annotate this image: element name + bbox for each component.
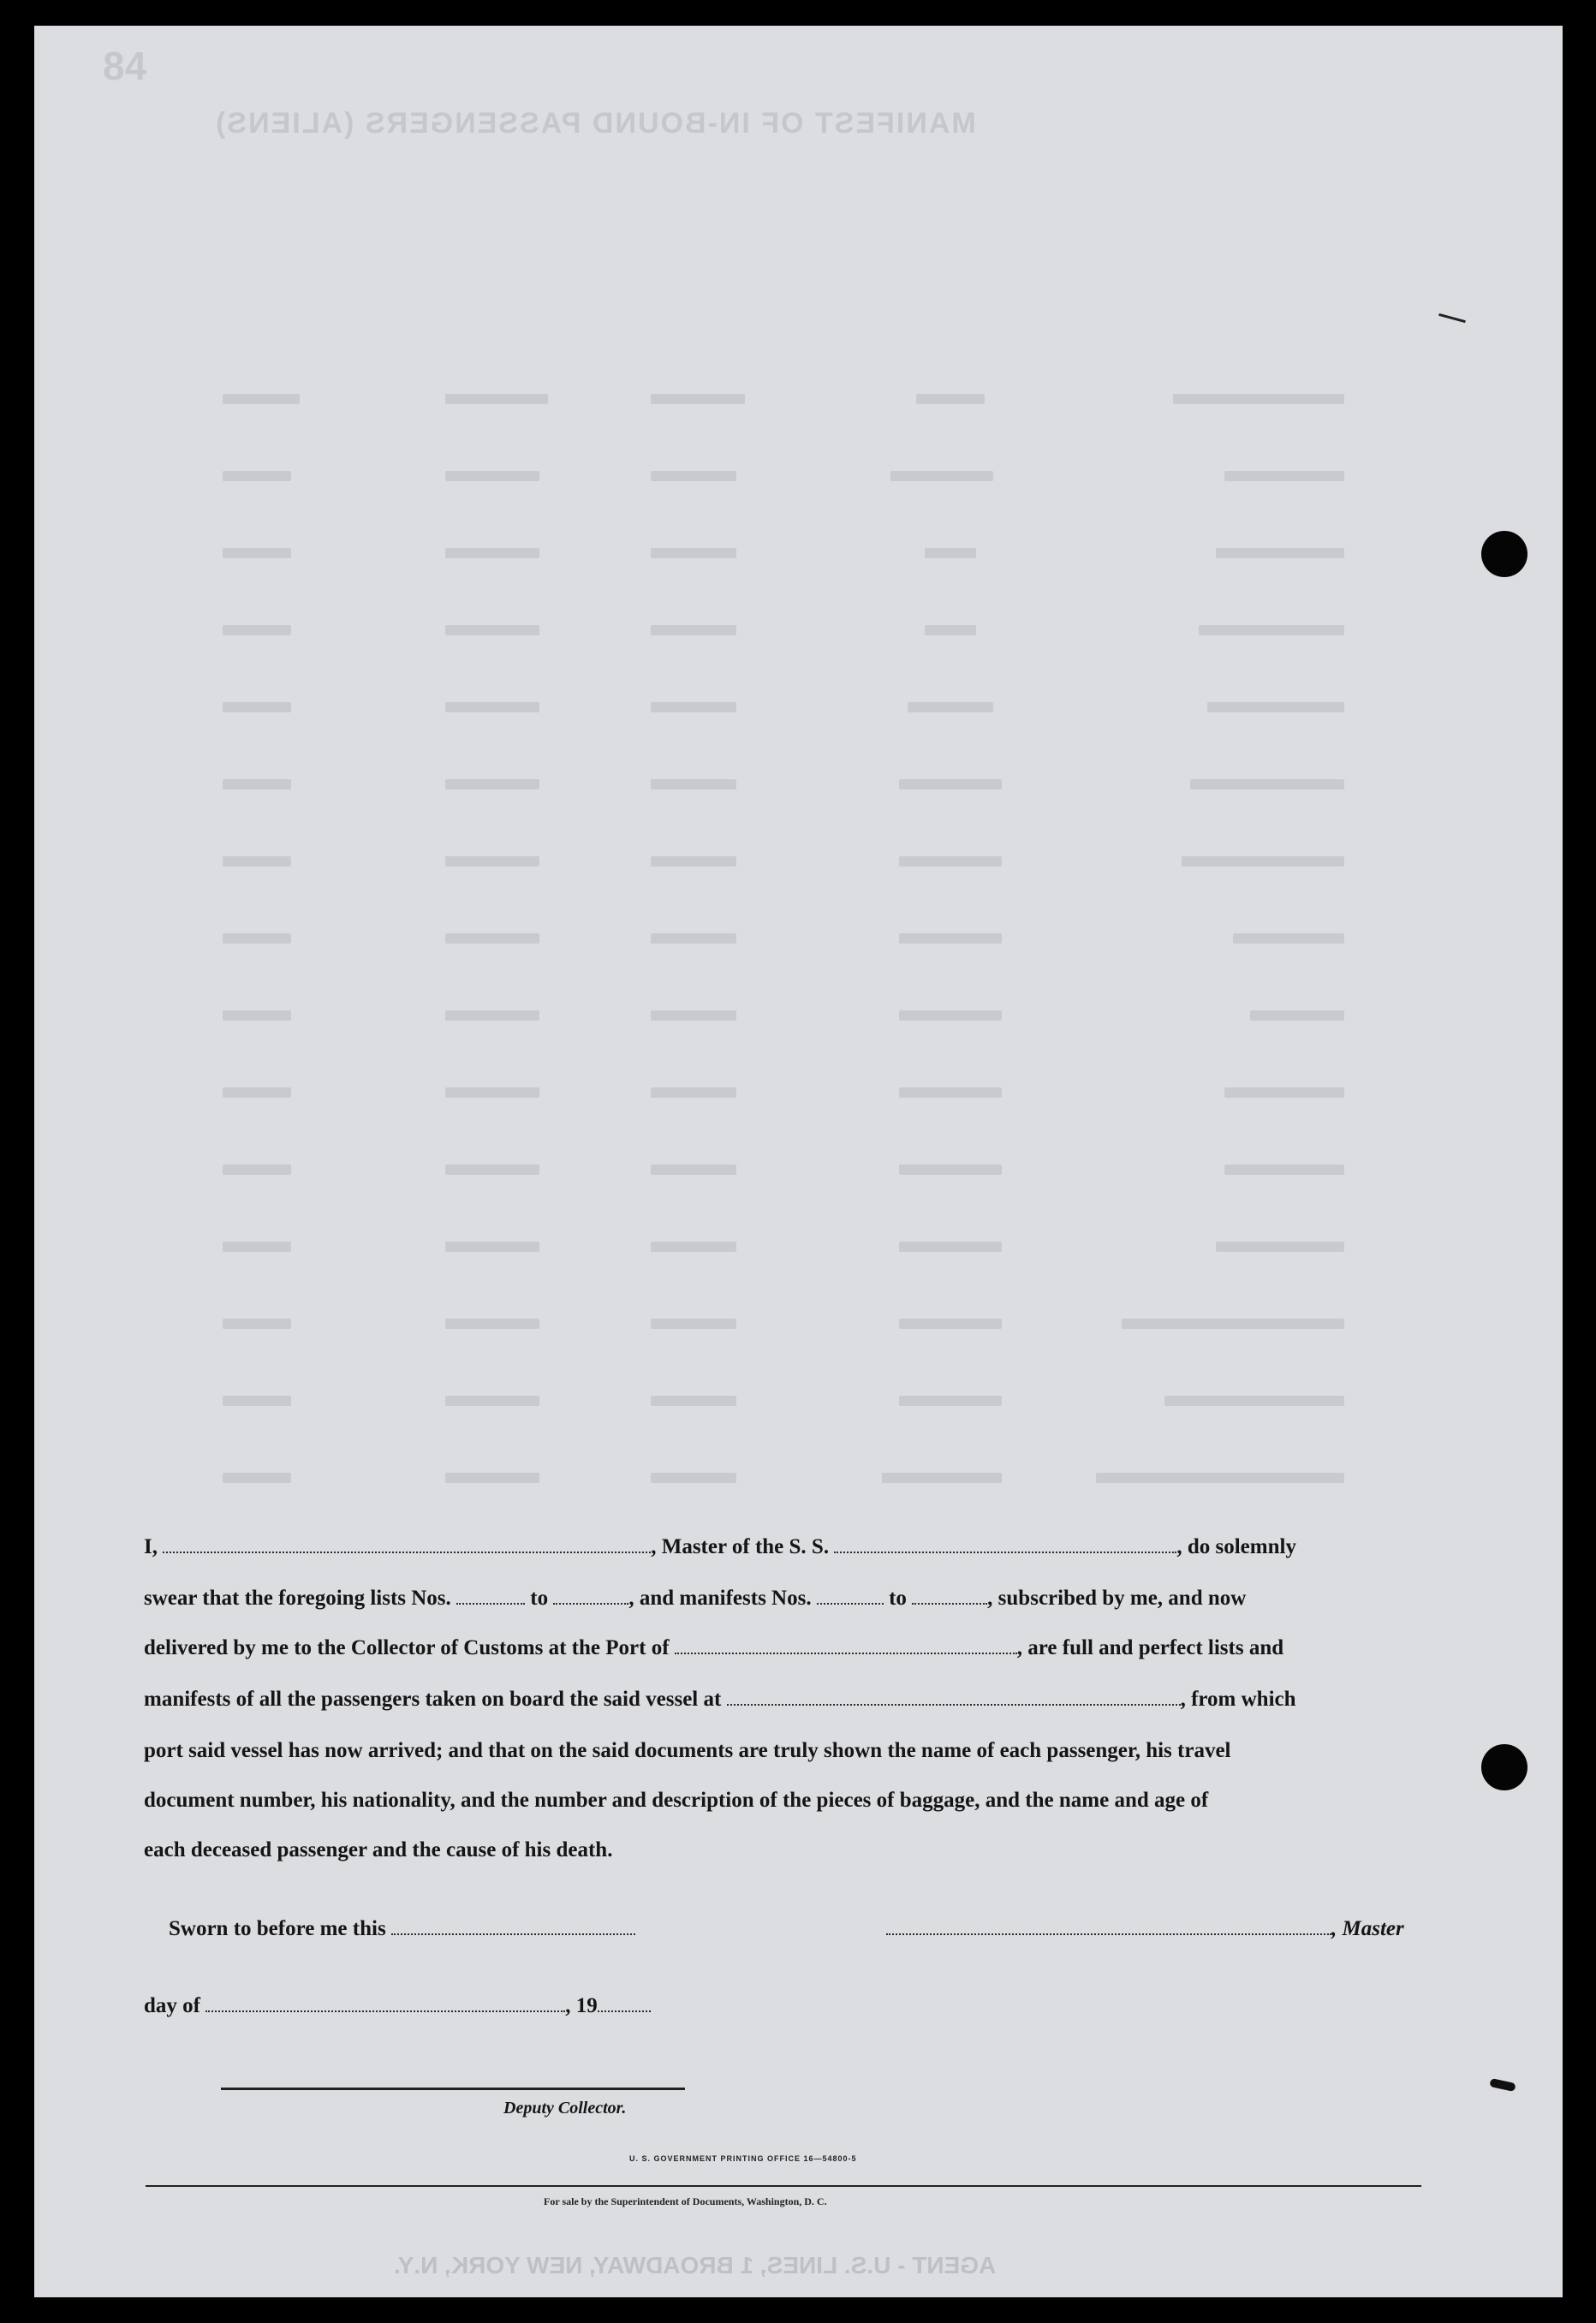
oath-line-7: each deceased passenger and the cause of his death.: [144, 1838, 613, 1861]
year-blank[interactable]: [598, 1993, 651, 2012]
deputy-signature-line[interactable]: [221, 2088, 685, 2090]
ghost-page-number: 84: [103, 44, 147, 88]
ghost-agent-stamp: AGENT - U.S. LINES, 1 BROADWAY, NEW YORK, N.Y.: [394, 2252, 997, 2278]
manifest-to-blank[interactable]: [912, 1586, 987, 1605]
oath-line-3: delivered by me to the Collector of Customs at the Port of , are full and perfect lists and: [144, 1636, 1284, 1659]
oath-line-5: port said vessel has now arrived; and that on the said documents are truly shown the name of each passenger, his travel: [144, 1739, 1231, 1762]
deputy-collector-label: Deputy Collector.: [503, 2099, 627, 2118]
sale-note: For sale by the Superintendent of Documents, Washington, D. C.: [544, 2195, 827, 2207]
scan-mark-top: [1438, 313, 1466, 323]
departure-port-blank[interactable]: [727, 1687, 1181, 1706]
oath-line-6: document number, his nationality, and the number and description of the pieces of baggage, and the name and age of: [144, 1789, 1209, 1812]
sworn-line: Sworn to before me this: [169, 1916, 1479, 1942]
master-name-blank[interactable]: [163, 1534, 651, 1553]
list-to-blank[interactable]: [553, 1586, 628, 1605]
sworn-date-blank[interactable]: [391, 1916, 635, 1935]
manifest-from-blank[interactable]: [817, 1586, 884, 1605]
oath-line-4: manifests of all the passengers taken on board the said vessel at , from which: [144, 1688, 1296, 1711]
port-blank[interactable]: [675, 1635, 1017, 1654]
master-signature-blank[interactable]: [886, 1916, 1331, 1935]
day-month-blank[interactable]: [205, 1993, 565, 2012]
day-of-line: day of , 19: [144, 1993, 1454, 2019]
scan-mark-right: [1489, 2078, 1516, 2092]
list-from-blank[interactable]: [456, 1586, 525, 1605]
footer-rule: [146, 2185, 1421, 2187]
manifest-page: [34, 26, 1563, 2297]
vessel-name-blank[interactable]: [834, 1534, 1176, 1553]
oath-line-1: I, , Master of the S. S. , do solemnly: [144, 1535, 1296, 1558]
printing-office-note: U. S. GOVERNMENT PRINTING OFFICE 16—54800-5: [629, 2154, 857, 2163]
oath-line-2: swear that the foregoing lists Nos. to , and manifests Nos. to , subscribed by me, and now: [144, 1587, 1247, 1610]
master-signature-line: , Master: [886, 1916, 1434, 1942]
ghost-manifest-title: MANIFEST OF IN-BOUND PASSENGERS (ALIENS): [214, 107, 976, 140]
punch-hole-top: [1481, 531, 1528, 577]
punch-hole-bottom: [1481, 1744, 1528, 1790]
